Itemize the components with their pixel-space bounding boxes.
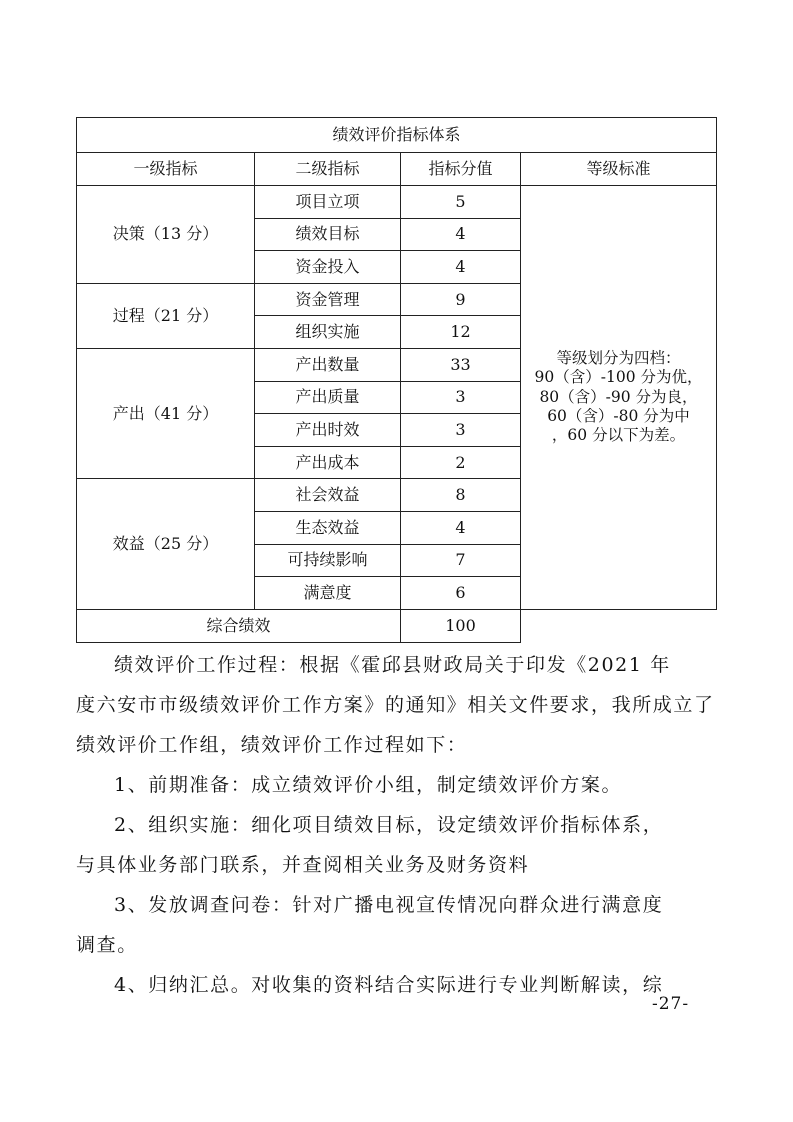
- group-process: 过程（21 分）: [77, 283, 255, 348]
- indicator-name: 生态效益: [255, 511, 401, 544]
- paragraph-line: 绩效评价工作过程：根据《霍邱县财政局关于印发《2021 年: [114, 654, 671, 676]
- header-level1: 一级指标: [77, 153, 255, 186]
- indicator-name: 组织实施: [255, 316, 401, 349]
- grade-line: ，60 分以下为差。: [551, 426, 686, 445]
- page-number: -27-: [652, 994, 690, 1014]
- indicator-score: 4: [401, 218, 521, 251]
- grade-line: 等级划分为四档：: [556, 348, 681, 367]
- paragraph-line: 与具体业务部门联系，并查阅相关业务及财务资料: [76, 854, 530, 876]
- group-decision: 决策（13 分）: [77, 186, 255, 284]
- indicator-score: 2: [401, 446, 521, 479]
- group-output: 产出（41 分）: [77, 348, 255, 478]
- indicator-score: 7: [401, 544, 521, 577]
- indicator-score: 33: [401, 348, 521, 381]
- indicator-name: 资金管理: [255, 283, 401, 316]
- grade-line: 90（含）-100 分为优，: [534, 368, 703, 387]
- indicator-name: 满意度: [255, 577, 401, 610]
- indicator-score: 12: [401, 316, 521, 349]
- indicator-name: 可持续影响: [255, 544, 401, 577]
- indicator-name: 资金投入: [255, 251, 401, 284]
- indicator-name: 项目立项: [255, 186, 401, 219]
- paragraph-line: 4、归纳汇总。对收集的资料结合实际进行专业判断解读，综: [114, 974, 664, 996]
- indicator-name: 社会效益: [255, 479, 401, 512]
- header-grade: 等级标准: [521, 153, 717, 186]
- indicator-name: 产出数量: [255, 348, 401, 381]
- indicator-name: 产出质量: [255, 381, 401, 414]
- paragraph-line: 度六安市市级绩效评价工作方案》的通知》相关文件要求，我所成立了: [76, 694, 715, 716]
- total-label: 综合绩效: [77, 609, 401, 642]
- paragraph-line: 3、发放调查问卷：针对广播电视宣传情况向群众进行满意度: [114, 894, 664, 916]
- paragraph-line: 2、组织实施：细化项目绩效目标，设定绩效评价指标体系，: [114, 814, 664, 836]
- indicator-name: 绩效目标: [255, 218, 401, 251]
- indicator-name: 产出成本: [255, 446, 401, 479]
- paragraph-line: 调查。: [76, 934, 138, 956]
- performance-indicator-table: [76, 117, 717, 643]
- indicator-score: 4: [401, 251, 521, 284]
- header-level2: 二级指标: [255, 153, 401, 186]
- grade-line: 60（含）-80 分为中: [547, 407, 690, 426]
- grade-standard: [521, 186, 717, 610]
- indicator-score: 8: [401, 479, 521, 512]
- header-score: 指标分值: [401, 153, 521, 186]
- total-score: 100: [401, 609, 521, 642]
- paragraph-line: 1、前期准备：成立绩效评价小组，制定绩效评价方案。: [114, 774, 623, 796]
- indicator-score: 4: [401, 511, 521, 544]
- indicator-score: 5: [401, 186, 521, 219]
- indicator-score: 3: [401, 381, 521, 414]
- indicator-score: 9: [401, 283, 521, 316]
- table-title: 绩效评价指标体系: [77, 118, 717, 153]
- paragraph-line: 绩效评价工作组，绩效评价工作过程如下：: [76, 734, 468, 756]
- grade-line: 80（含）-90 分为良，: [539, 387, 698, 406]
- indicator-score: 6: [401, 577, 521, 610]
- indicator-score: 3: [401, 414, 521, 447]
- indicator-name: 产出时效: [255, 414, 401, 447]
- group-benefit: 效益（25 分）: [77, 479, 255, 609]
